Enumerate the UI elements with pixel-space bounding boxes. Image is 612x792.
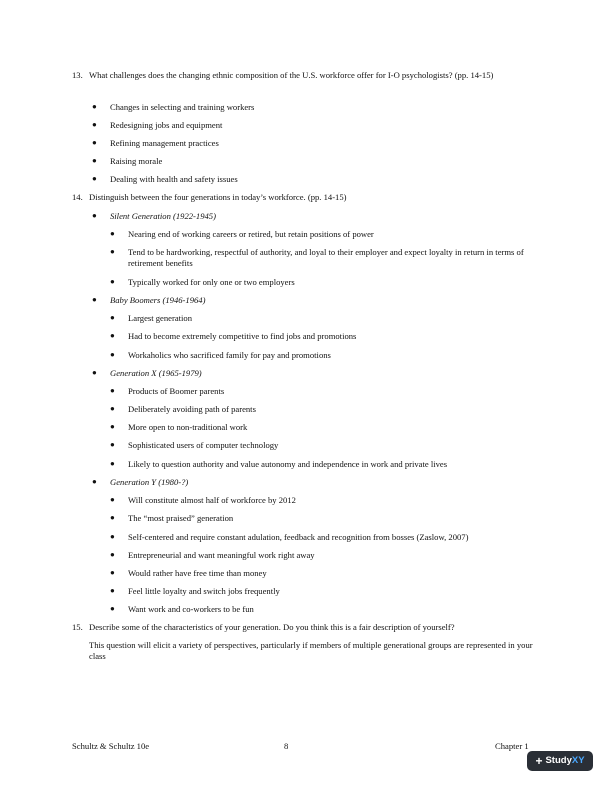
bullet-icon: ● — [110, 568, 115, 577]
footer-page-number: 8 — [284, 741, 289, 751]
list-item: ● Had to become extremely competitive to find jobs and promotions — [110, 331, 357, 341]
bullet-icon: ● — [92, 120, 97, 129]
bullet-icon: ● — [92, 295, 97, 304]
question-number: 15. — [72, 622, 83, 632]
list-item: ● Dealing with health and safety issues — [92, 174, 238, 184]
bullet-icon: ● — [110, 459, 115, 468]
question-text: What challenges does the changing ethnic composition of the U.S. workforce offer for I-O psychologists? (pp. 14-15) — [89, 70, 494, 80]
bullet-icon: ● — [110, 586, 115, 595]
generation-heading: ● Baby Boomers (1946-1964) — [92, 295, 206, 305]
list-item: ● Typically worked for only one or two employers — [110, 277, 295, 287]
bullet-icon: ● — [110, 386, 115, 395]
bullet-icon: ● — [92, 211, 97, 220]
bullet-icon: ● — [110, 604, 115, 613]
bullet-icon: ● — [110, 350, 115, 359]
list-item: ● Likely to question authority and value autonomy and independence in work and private lives — [110, 459, 448, 469]
question-text: Distinguish between the four generations in today’s workforce. (pp. 14-15) — [89, 192, 347, 202]
list-item: ● Will constitute almost half of workforce by 2012 — [110, 495, 296, 505]
list-item: ● Redesigning jobs and equipment — [92, 120, 223, 130]
bullet-icon: ● — [110, 422, 115, 431]
list-item: ● Largest generation — [110, 313, 193, 323]
generation-heading: ● Generation X (1965-1979) — [92, 368, 202, 378]
list-item: ● Tend to be hardworking, respectful of authority, and loyal to their employer and expect loyalty in return in terms of retirement benefits — [110, 247, 524, 268]
list-item: ● Changes in selecting and training workers — [92, 102, 255, 112]
footer-chapter: Chapter 1 — [495, 741, 529, 751]
bullet-icon: ● — [92, 156, 97, 165]
question-14 — [72, 192, 540, 203]
list-item: ● Nearing end of working careers or retired, but retain positions of power — [110, 229, 374, 239]
logo-text-study: Study — [545, 755, 572, 767]
question-15 — [72, 622, 540, 633]
footer-book-title: Schultz & Schultz 10e — [72, 741, 150, 751]
bullet-icon: ● — [110, 550, 115, 559]
list-item: ● More open to non-traditional work — [110, 422, 248, 432]
list-item: ● Products of Boomer parents — [110, 386, 225, 396]
bullet-icon: ● — [110, 247, 115, 256]
list-item: ● Deliberately avoiding path of parents — [110, 404, 256, 414]
question-number: 13. — [72, 70, 83, 80]
list-item: ● Sophisticated users of computer technology — [110, 440, 279, 450]
bullet-icon: ● — [110, 404, 115, 413]
answer-text: This question will elicit a variety of perspectives, particularly if members of multiple generational groups are represented in your class — [89, 640, 533, 661]
bullet-icon: ● — [92, 174, 97, 183]
question-text: Describe some of the characteristics of your generation. Do you think this is a fair description of yourself? — [89, 622, 455, 632]
bullet-icon: ● — [110, 532, 115, 541]
question-13 — [72, 70, 540, 81]
logo-text-xy: XY — [571, 755, 585, 767]
bullet-icon: ● — [92, 368, 97, 377]
bullet-icon: ● — [110, 331, 115, 340]
list-item: ● Raising morale — [92, 156, 163, 166]
bullet-icon: ● — [110, 495, 115, 504]
plus-icon: + — [535, 753, 543, 768]
generation-heading: ● Silent Generation (1922-1945) — [92, 211, 216, 221]
list-item: ● Would rather have free time than money — [110, 568, 267, 578]
bullet-icon: ● — [110, 229, 115, 238]
bullet-icon: ● — [110, 277, 115, 286]
list-item: ● Want work and co-workers to be fun — [110, 604, 254, 614]
bullet-icon: ● — [92, 102, 97, 111]
bullet-icon: ● — [92, 138, 97, 147]
list-item: ● Workaholics who sacrificed family for pay and promotions — [110, 350, 331, 360]
bullet-icon: ● — [110, 313, 115, 322]
list-item: ● Feel little loyalty and switch jobs frequently — [110, 586, 280, 596]
question-number: 14. — [72, 192, 83, 202]
list-item: ● Refining management practices — [92, 138, 219, 148]
list-item: ● The “most praised” generation — [110, 513, 234, 523]
list-item: ● Entrepreneurial and want meaningful work right away — [110, 550, 315, 560]
bullet-icon: ● — [92, 477, 97, 486]
studyxy-logo-badge[interactable] — [527, 751, 593, 771]
bullet-icon: ● — [110, 513, 115, 522]
list-item: ● Self-centered and require constant adulation, feedback and recognition from bosses (Zaslow, 2007) — [110, 532, 469, 542]
generation-heading: ● Generation Y (1980-?) — [92, 477, 189, 487]
bullet-icon: ● — [110, 440, 115, 449]
